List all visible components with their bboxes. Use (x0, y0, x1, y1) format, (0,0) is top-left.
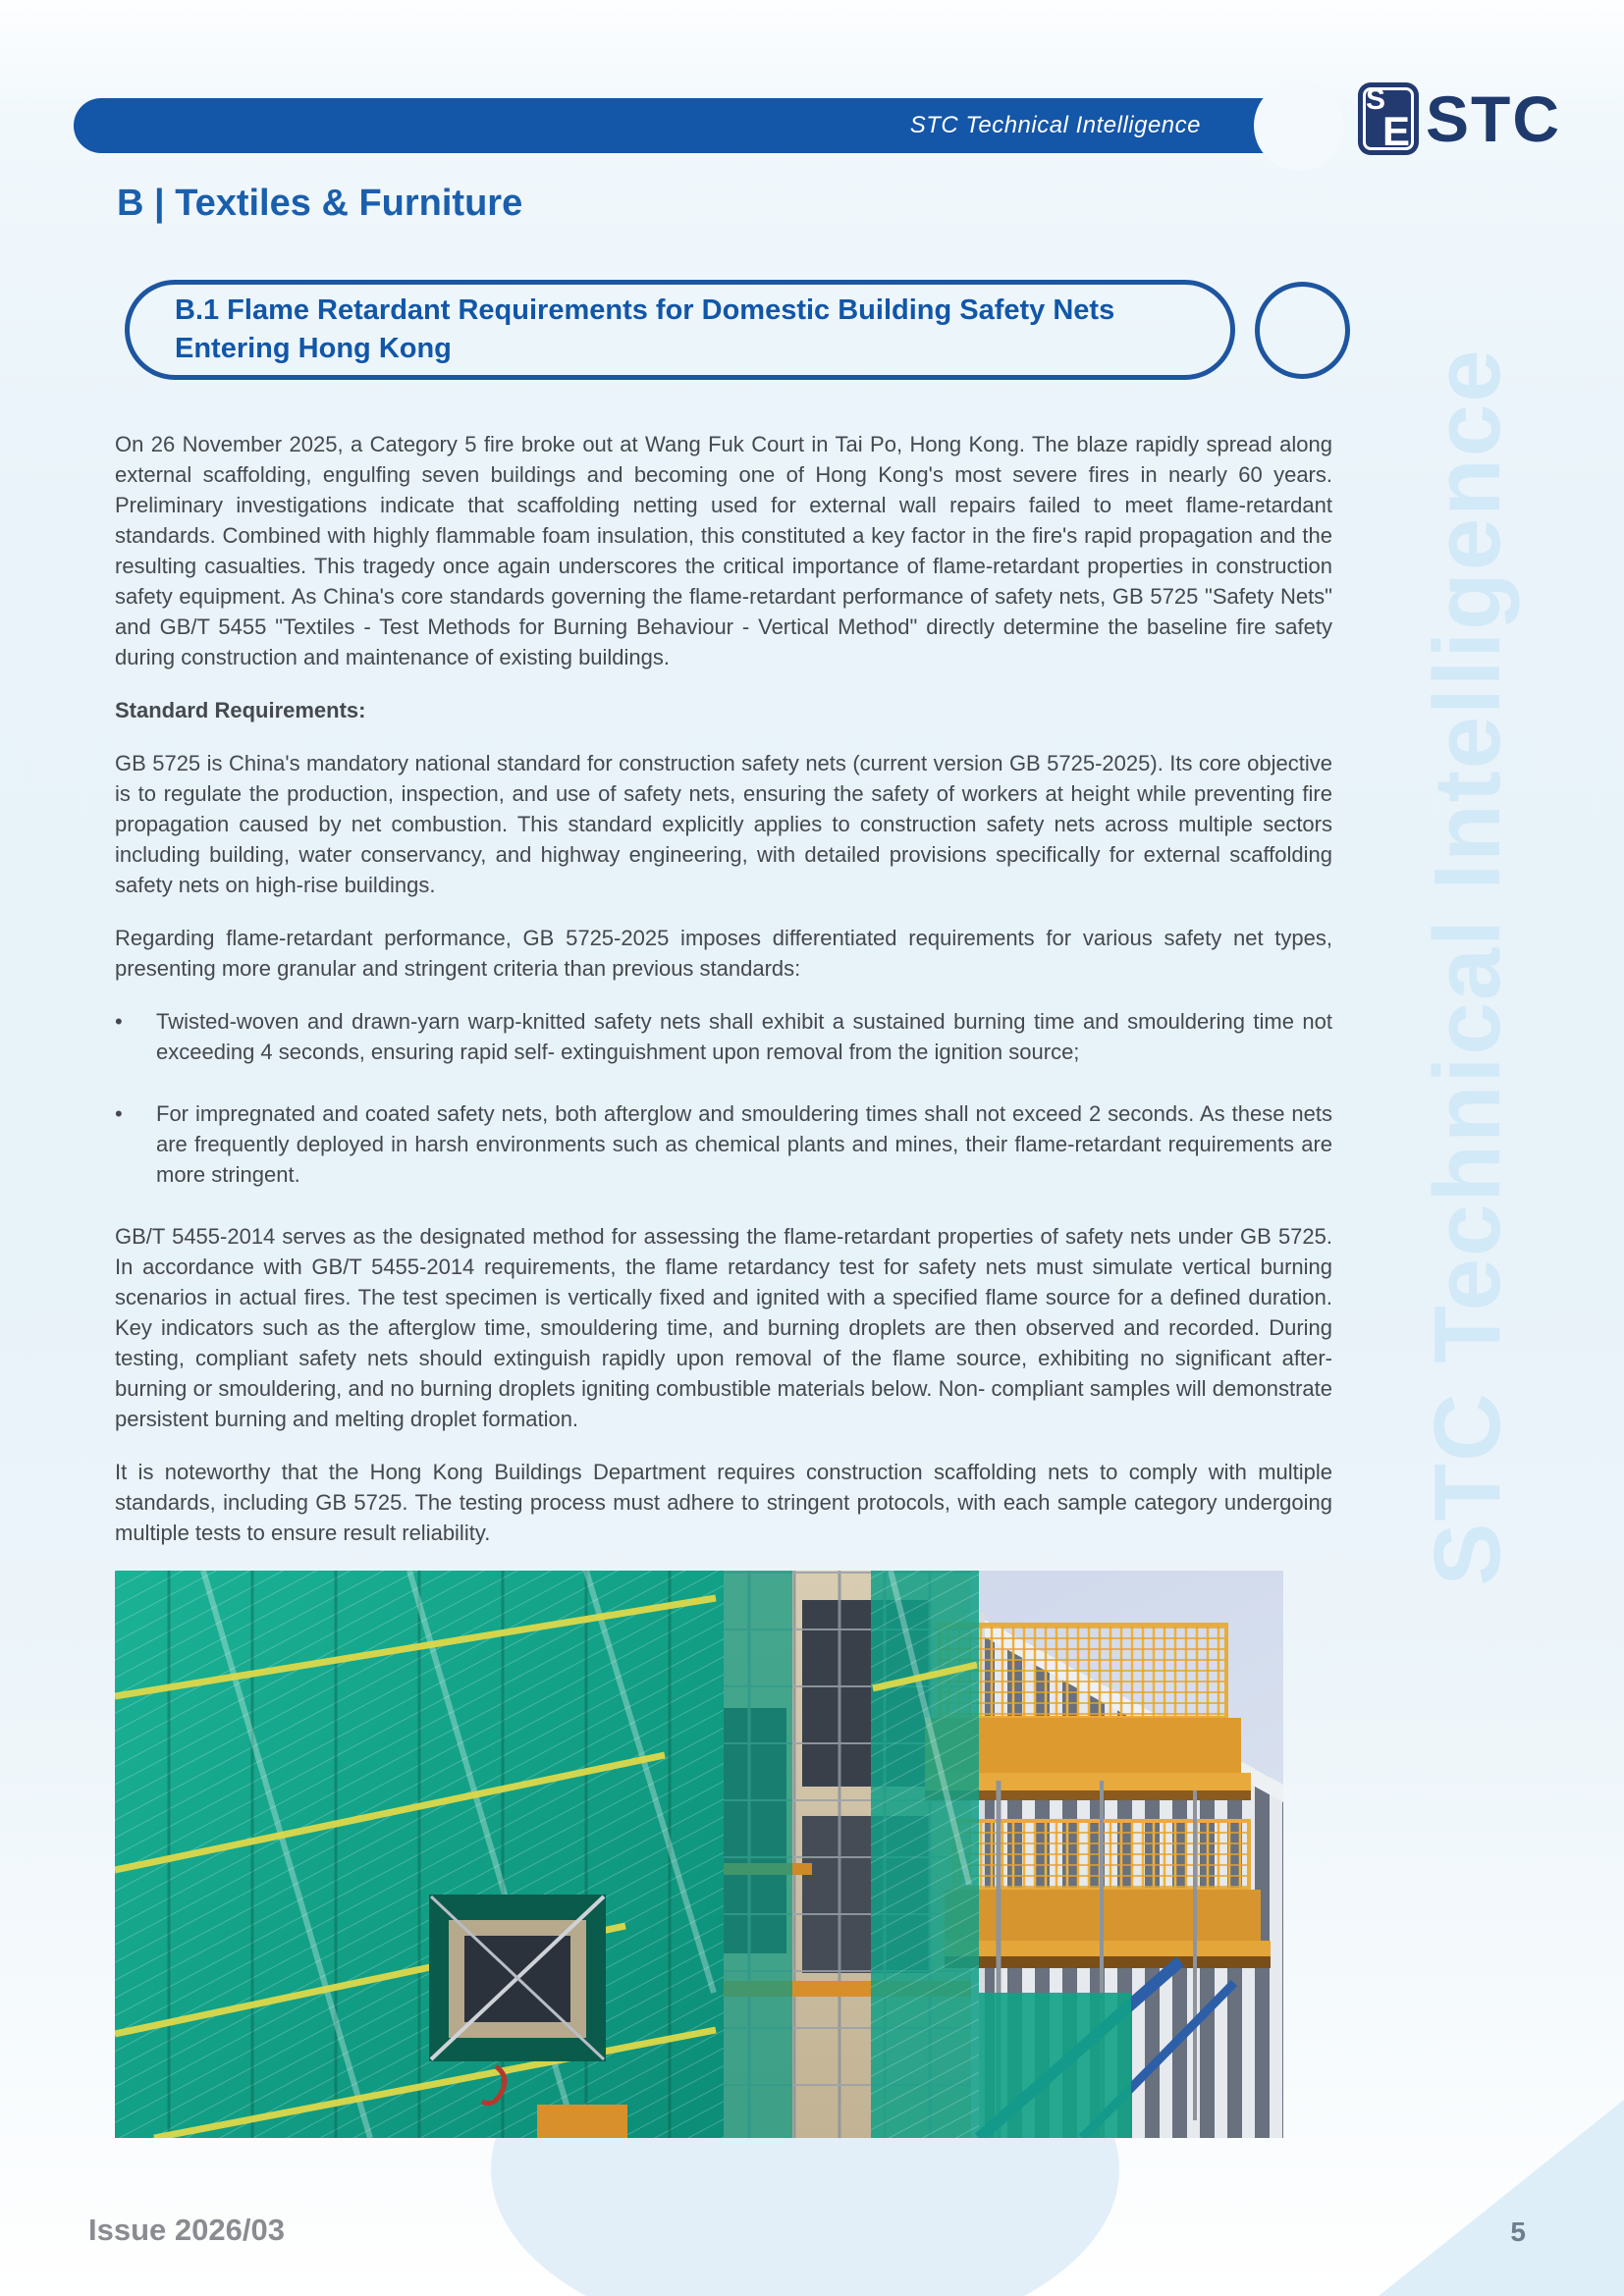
vertical-watermark-text: STC Technical Intelligence (1415, 347, 1520, 1586)
seal-glyph-bottom: E (1381, 108, 1410, 154)
article-heading: B.1 Flame Retardant Requirements for Domestic Building Safety Nets Entering Hong Kong (175, 294, 1115, 364)
paragraph: Regarding flame-retardant performance, GB 5725-2025 imposes differentiated requirements for various safety net types, presenting more granular and stringent criteria than previous standards: (115, 926, 1332, 981)
bullet-glyph: • (115, 1009, 123, 1034)
header-bar (74, 98, 1299, 153)
bullet-text: For impregnated and coated safety nets, both afterglow and smouldering times shall not exceed 2 seconds. As these nets are frequently deployed in harsh environments such as chemical plants and mines, their flame-retardant requirements are more stringent. (156, 1101, 1332, 1187)
article-body (115, 429, 1332, 1548)
page-title: B | Textiles & Furniture (117, 183, 523, 224)
bullet-glyph: • (115, 1101, 123, 1126)
bullet-text: Twisted-woven and drawn-yarn warp-knitted safety nets shall exhibit a sustained burning time and smouldering time not exceeding 4 seconds, ensuring rapid self- extinguishment upon removal from the ignition source; (156, 1009, 1332, 1064)
decorative-circle (1255, 282, 1350, 379)
photo-green-net (115, 1571, 1131, 2138)
corner-wedge-decoration (1379, 2100, 1624, 2296)
construction-photo (115, 1571, 1283, 2138)
paragraph: It is noteworthy that the Hong Kong Buildings Department requires construction scaffolding nets to comply with multiple standards, including GB 5725. The testing process must adhere to stringent protocols, with each sample category undergoing multiple tests to ensure result reliability. (115, 1460, 1332, 1545)
bullet-item (115, 1098, 1332, 1190)
paragraph: GB/T 5455-2014 serves as the designated method for assessing the flame-retardant properties of safety nets under GB 5725. In accordance with GB/T 5455-2014 requirements, the flame retardancy test for safety nets must simulate vertical burning scenarios in actual fires. The test specimen is vertically fixed and ignited with a specified flame source for a defined duration. Key indicators such as the afterglow time, smouldering time, and burning droplets are then observed and recorded. During testing, compliant safety nets should extinguish rapidly upon removal of the flame source, exhibiting no significant after- burning or smouldering, and no burning droplets igniting combustible materials below. Non- compliant samples will demonstrate persistent burning and melting droplet formation. (115, 1224, 1332, 1431)
footer-issue-label: Issue 2026/03 (88, 2213, 285, 2247)
content-column (115, 429, 1332, 2138)
header-bar-title: STC Technical Intelligence (909, 112, 1201, 138)
stc-seal-icon (1358, 82, 1419, 155)
stc-logo (1358, 82, 1561, 155)
subheading: Standard Requirements: (115, 698, 366, 722)
paragraph: On 26 November 2025, a Category 5 fire broke out at Wang Fuk Court in Tai Po, Hong Kong. The blaze rapidly spread along external scaffolding, engulfing seven buildings and becoming one of Hong Kong's most severe fires in nearly 60 years. Preliminary investigations indicate that scaffolding netting used for external wall repairs failed to meet flame-retardant standards. Combined with highly flammable foam insulation, this constituted a key factor in the fire's rapid propagation and the resulting casualties. This tragedy once again underscores the critical importance of flame-retardant properties in construction safety equipment. As China's core standards governing the flame-retardant performance of safety nets, GB 5725 "Safety Nets" and GB/T 5455 "Textiles - Test Methods for Burning Behaviour - Vertical Method" directly determine the baseline fire safety during construction and maintenance of existing buildings. (115, 432, 1332, 669)
paragraph: GB 5725 is China's mandatory national standard for construction safety nets (current version GB 5725-2025). Its core objective is to regulate the production, inspection, and use of safety nets, ensuring the safety of workers at height while preventing fire propagation caused by net combustion. This standard explicitly applies to construction safety nets across multiple sectors including building, water conservancy, and highway engineering, with detailed provisions specifically for external scaffolding safety nets on high-rise buildings. (115, 751, 1332, 897)
article-heading-capsule (125, 280, 1235, 380)
seal-glyph-top: S (1366, 83, 1386, 116)
footer-page-number: 5 (1510, 2216, 1526, 2247)
bullet-item (115, 1006, 1332, 1067)
stc-logo-text: STC (1426, 82, 1561, 155)
